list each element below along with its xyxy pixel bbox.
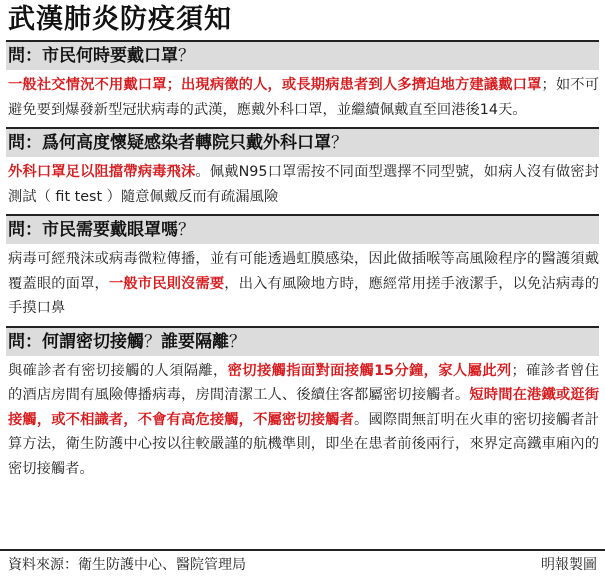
answer-text: 與確診者有密切接觸的人須隔離， — [8, 362, 228, 379]
answer-text: ；確診者曾住的酒店房間有風險傳播病毒，房間清潔工人、後續住客都屬密切接觸者。 — [8, 362, 599, 403]
question-mark: ？ — [331, 133, 348, 153]
question-text: 問：爲何高度懷疑感染者轉院只戴外科口罩 — [8, 133, 331, 153]
question-bar-2 — [6, 127, 599, 157]
question-mark: ？ — [178, 46, 195, 66]
answer-text: 病毒可經飛沫或病毒微粒傳播，並有可能透過虹膜感染，因此做插喉等高風險程序的醫護須戴覆蓋眼的面罩， — [8, 251, 599, 292]
question-text-2: 誰要隔離 — [161, 331, 229, 352]
source-credit: 資料來源：衛生防護中心、醫院管理局 — [8, 557, 246, 573]
answer-text: 。國際間無訂明在火車的密切接觸者計算方法，衛生防護中心按以往較嚴謹的航機準則，即坐在患者前後兩行，來界定高鐵車廂內的密切接觸者。 — [8, 411, 600, 477]
question-text: 問：市民需要戴眼罩嗎 — [8, 220, 178, 240]
highlight-text: 一般社交情況不用戴口罩；出現病徵的人，或長期病患者到人多擠迫地方建議戴口罩 — [8, 77, 542, 93]
answer-text: 。佩戴N95口罩需按不同面型選擇不同型號，如病人沒有做密封測試（ fit test ）隨意佩戴反而有疏漏風險 — [8, 164, 599, 205]
highlight-text: 外科口罩足以阻擋帶病毒飛沫 — [8, 164, 196, 180]
question-mark-2: ？ — [229, 331, 246, 352]
answer-paragraph-2 — [6, 157, 599, 214]
question-text: 問：何謂密切接觸 — [8, 331, 144, 352]
answer-paragraph-4 — [6, 356, 599, 487]
footer — [0, 549, 605, 579]
answer-text: ，出入有風險地方時，應經常用搓手液潔手，以免沾病毒的手摸口鼻 — [8, 275, 600, 316]
question-bar-4 — [6, 326, 599, 356]
graphic-credit: 明報製圖 — [541, 557, 597, 573]
question-mark: ？ — [178, 220, 195, 240]
question-text: 問：市民何時要戴口罩 — [8, 46, 178, 66]
answer-paragraph-3 — [6, 244, 599, 326]
question-bar-1 — [6, 40, 599, 70]
highlight-text: 密切接觸指面對面接觸15分鐘，家人屬此列 — [227, 362, 512, 379]
answer-paragraph-1 — [6, 70, 599, 127]
question-bar-3 — [6, 214, 599, 244]
highlight-text-2: 短時間在港鐵或逛街接觸，或不相識者，不會有高危接觸，不屬密切接觸者 — [8, 387, 599, 428]
question-mark: ？ — [144, 331, 161, 352]
page-title: 武漢肺炎防疫須知 — [8, 4, 232, 35]
highlight-text: 一般市民則沒需要 — [108, 275, 225, 292]
answer-text: ；如不可避免要到爆發新型冠狀病毒的武漢，應戴外科口罩，並繼續佩戴直至回港後14天。 — [8, 77, 600, 118]
